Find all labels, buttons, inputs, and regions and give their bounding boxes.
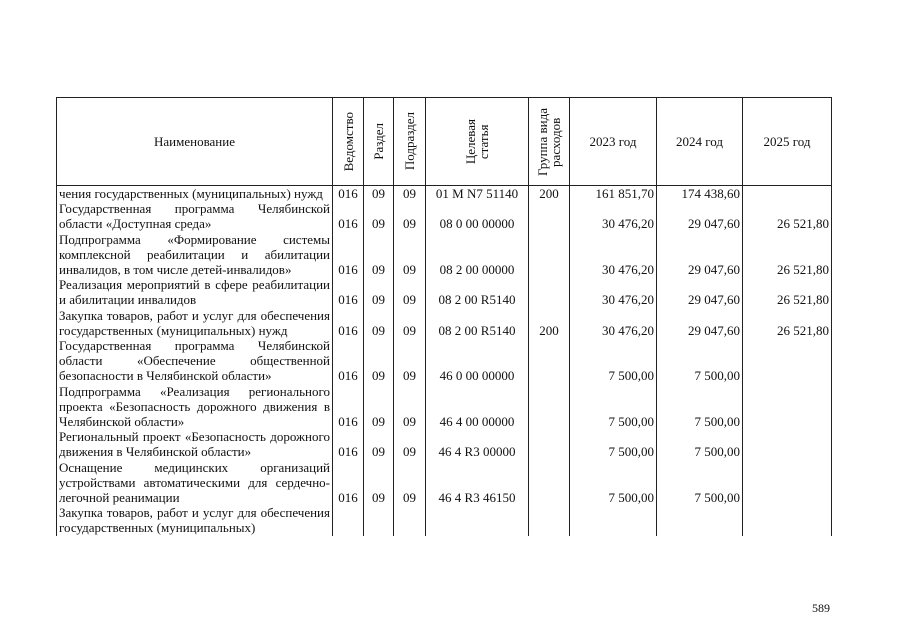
- cell-celevaya-statya: 46 4 00 00000: [426, 384, 529, 430]
- cell-2025: 26 521,80: [743, 232, 832, 278]
- cell-2025: [743, 429, 832, 459]
- cell-2023: 161 851,70: [570, 186, 657, 202]
- cell-razdel: 09: [364, 384, 394, 430]
- cell-2025: [743, 460, 832, 506]
- cell-podrazdel: 09: [394, 308, 426, 338]
- cell-razdel: 09: [364, 429, 394, 459]
- cell-podrazdel: 09: [394, 201, 426, 231]
- cell-gruppa: [529, 232, 570, 278]
- cell-name: Подпрограмма «Формирование системы комплексной реабилитации и абилитации инвалидов, в том числе детей-инвалидов»: [57, 232, 333, 278]
- cell-2025: [743, 505, 832, 535]
- table-header: [57, 98, 832, 186]
- cell-2024: 29 047,60: [657, 232, 743, 278]
- cell-podrazdel: 09: [394, 277, 426, 307]
- header-razdel: Раздел: [364, 98, 394, 186]
- cell-vedomstvo: 016: [333, 308, 364, 338]
- cell-name: Региональный проект «Безопасность дорожного движения в Челябинской области»: [57, 429, 333, 459]
- table-row: [57, 308, 832, 338]
- header-vedomstvo: Ведомство: [333, 98, 364, 186]
- cell-2025: [743, 338, 832, 384]
- header-celevaya-statya: Целевая статья: [426, 98, 529, 186]
- cell-razdel: 09: [364, 308, 394, 338]
- cell-name: чения государственных (муниципальных) нужд: [57, 186, 333, 202]
- cell-2023: [570, 505, 657, 535]
- cell-razdel: 09: [364, 460, 394, 506]
- cell-name: Реализация мероприятий в сфере реабилитации и абилитации инвалидов: [57, 277, 333, 307]
- cell-celevaya-statya: 08 2 00 R5140: [426, 277, 529, 307]
- cell-2024: [657, 505, 743, 535]
- table-body: [57, 186, 832, 536]
- cell-gruppa: [529, 338, 570, 384]
- cell-2024: 7 500,00: [657, 338, 743, 384]
- cell-2024: 7 500,00: [657, 429, 743, 459]
- cell-razdel: 09: [364, 201, 394, 231]
- table-row: [57, 277, 832, 307]
- cell-2024: 174 438,60: [657, 186, 743, 202]
- cell-gruppa: [529, 201, 570, 231]
- table-row: [57, 505, 832, 535]
- cell-vedomstvo: 016: [333, 384, 364, 430]
- header-gruppa-vida-rashodov: Группа вида расходов: [529, 98, 570, 186]
- header-2023: 2023 год: [570, 98, 657, 186]
- cell-vedomstvo: 016: [333, 277, 364, 307]
- cell-podrazdel: 09: [394, 186, 426, 202]
- cell-2024: 29 047,60: [657, 308, 743, 338]
- cell-vedomstvo: 016: [333, 186, 364, 202]
- cell-razdel: 09: [364, 338, 394, 384]
- cell-gruppa: [529, 429, 570, 459]
- cell-celevaya-statya: 08 2 00 00000: [426, 232, 529, 278]
- table-row: [57, 384, 832, 430]
- cell-podrazdel: 09: [394, 232, 426, 278]
- cell-2023: 30 476,20: [570, 277, 657, 307]
- cell-gruppa: [529, 384, 570, 430]
- cell-vedomstvo: 016: [333, 460, 364, 506]
- cell-podrazdel: 09: [394, 384, 426, 430]
- cell-gruppa: [529, 505, 570, 535]
- cell-2024: 7 500,00: [657, 384, 743, 430]
- header-podrazdel: Подраздел: [394, 98, 426, 186]
- cell-2025: 26 521,80: [743, 201, 832, 231]
- cell-gruppa: [529, 460, 570, 506]
- cell-2024: 29 047,60: [657, 201, 743, 231]
- cell-podrazdel: 09: [394, 338, 426, 384]
- cell-razdel: [364, 505, 394, 535]
- cell-2024: 7 500,00: [657, 460, 743, 506]
- cell-podrazdel: [394, 505, 426, 535]
- cell-vedomstvo: 016: [333, 232, 364, 278]
- table-row: [57, 338, 832, 384]
- cell-2023: 7 500,00: [570, 384, 657, 430]
- cell-celevaya-statya: 46 0 00 00000: [426, 338, 529, 384]
- cell-razdel: 09: [364, 186, 394, 202]
- cell-vedomstvo: [333, 505, 364, 535]
- table-row: [57, 429, 832, 459]
- cell-name: Подпрограмма «Реализация регионального проекта «Безопасность дорожного движения в Челябинской области»: [57, 384, 333, 430]
- cell-razdel: 09: [364, 277, 394, 307]
- cell-celevaya-statya: [426, 505, 529, 535]
- table-row: [57, 186, 832, 202]
- cell-2025: 26 521,80: [743, 308, 832, 338]
- cell-vedomstvo: 016: [333, 338, 364, 384]
- header-2024: 2024 год: [657, 98, 743, 186]
- cell-name: Государственная программа Челябинской области «Обеспечение общественной безопасности в Челябинской области»: [57, 338, 333, 384]
- cell-2025: [743, 186, 832, 202]
- cell-2025: [743, 384, 832, 430]
- page-number: 589: [812, 601, 830, 615]
- table-row: [57, 460, 832, 506]
- cell-gruppa: 200: [529, 186, 570, 202]
- cell-celevaya-statya: 08 0 00 00000: [426, 201, 529, 231]
- header-2025: 2025 год: [743, 98, 832, 186]
- cell-2024: 29 047,60: [657, 277, 743, 307]
- cell-name: Закупка товаров, работ и услуг для обеспечения государственных (муниципальных) нужд: [57, 308, 333, 338]
- table-row: [57, 232, 832, 278]
- cell-2023: 30 476,20: [570, 232, 657, 278]
- cell-2023: 7 500,00: [570, 460, 657, 506]
- cell-name: Закупка товаров, работ и услуг для обеспечения государственных (муниципальных): [57, 505, 333, 535]
- cell-vedomstvo: 016: [333, 201, 364, 231]
- cell-2023: 30 476,20: [570, 308, 657, 338]
- cell-2025: 26 521,80: [743, 277, 832, 307]
- cell-celevaya-statya: 46 4 R3 46150: [426, 460, 529, 506]
- table-row: [57, 201, 832, 231]
- cell-razdel: 09: [364, 232, 394, 278]
- cell-2023: 7 500,00: [570, 429, 657, 459]
- cell-name: Государственная программа Челябинской области «Доступная среда»: [57, 201, 333, 231]
- cell-celevaya-statya: 46 4 R3 00000: [426, 429, 529, 459]
- cell-podrazdel: 09: [394, 429, 426, 459]
- cell-podrazdel: 09: [394, 460, 426, 506]
- cell-name: Оснащение медицинских организаций устройствами автоматическими для сердечно-легочной реанимации: [57, 460, 333, 506]
- cell-gruppa: 200: [529, 308, 570, 338]
- header-name: Наименование: [57, 98, 333, 186]
- cell-celevaya-statya: 01 M N7 51140: [426, 186, 529, 202]
- cell-2023: 7 500,00: [570, 338, 657, 384]
- cell-celevaya-statya: 08 2 00 R5140: [426, 308, 529, 338]
- budget-table: [56, 97, 832, 536]
- cell-gruppa: [529, 277, 570, 307]
- cell-vedomstvo: 016: [333, 429, 364, 459]
- cell-2023: 30 476,20: [570, 201, 657, 231]
